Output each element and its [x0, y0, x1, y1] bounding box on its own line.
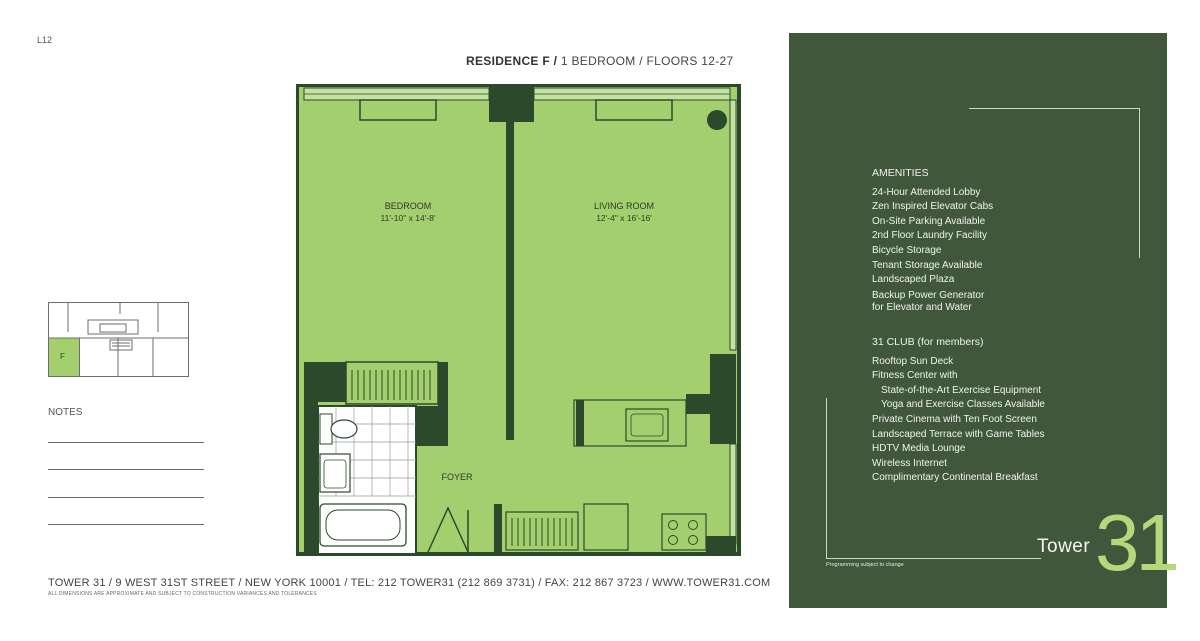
- panel-rule-right: [1139, 108, 1140, 258]
- amenity-item: Landscaped Plaza: [872, 274, 955, 286]
- bedroom-dimensions: 11'-10" x 14'-8': [380, 213, 436, 223]
- panel-rule-left: [826, 398, 827, 558]
- key-plan: [48, 302, 190, 378]
- note-line: [48, 442, 204, 443]
- club-item: Complimentary Continental Breakfast: [872, 472, 1038, 484]
- club-heading: 31 CLUB (for members): [872, 336, 984, 348]
- amenity-item: Bicycle Storage: [872, 244, 942, 256]
- panel-rule-bottom: [826, 558, 1041, 559]
- amenity-item: for Elevator and Water: [872, 301, 972, 313]
- amenity-item: Zen Inspired Elevator Cabs: [872, 201, 994, 213]
- club-section: [872, 335, 1045, 486]
- tower-logo-word: Tower: [1037, 536, 1091, 557]
- footer-disclaimer: ALL DIMENSIONS ARE APPROXIMATE AND SUBJECT TO CONSTRUCTION VARIANCES AND TOLERANCES: [48, 591, 317, 597]
- club-item: Fitness Center with: [872, 370, 958, 382]
- amenity-item: Backup Power Generator: [872, 289, 985, 301]
- residence-detail: 1 BEDROOM / FLOORS 12-27: [557, 54, 734, 68]
- amenity-item: 2nd Floor Laundry Facility: [872, 230, 988, 242]
- note-line: [48, 497, 204, 498]
- page-code: L12: [37, 35, 53, 45]
- club-item: Private Cinema with Ten Foot Screen: [872, 413, 1037, 425]
- programming-note: Programming subject to change: [826, 562, 904, 568]
- bedroom-label: BEDROOM: [384, 201, 432, 211]
- amenity-item: Tenant Storage Available: [872, 259, 983, 271]
- floor-plan: [296, 84, 741, 556]
- notes-label: NOTES: [48, 407, 83, 418]
- residence-name: RESIDENCE F /: [466, 54, 558, 68]
- amenity-item: On-Site Parking Available: [872, 215, 986, 227]
- club-item: State-of-the-Art Exercise Equipment: [881, 384, 1042, 396]
- amenities-panel: [789, 33, 1176, 608]
- club-item: Landscaped Terrace with Game Tables: [872, 428, 1045, 440]
- note-line: [48, 524, 204, 525]
- footer-address: TOWER 31 / 9 WEST 31ST STREET / NEW YORK 10001 / TEL: 212 TOWER31 (212 869 3731) / FAX: 212 867 3723 / WWW.TOWER31.COM: [48, 577, 771, 589]
- club-item: HDTV Media Lounge: [872, 443, 966, 455]
- club-item: Yoga and Exercise Classes Available: [881, 399, 1045, 411]
- residence-title: [466, 54, 733, 68]
- club-item: Rooftop Sun Deck: [872, 355, 954, 367]
- note-line: [48, 469, 204, 470]
- amenities-heading: AMENITIES: [872, 167, 929, 179]
- tower-logo-number: 31: [1095, 498, 1176, 587]
- key-plan-unit-label: F: [60, 352, 65, 361]
- club-item: Wireless Internet: [872, 457, 948, 469]
- foyer-label: FOYER: [441, 472, 473, 482]
- living-room-label: LIVING ROOM: [593, 201, 655, 211]
- living-room-dimensions: 12'-4" x 16'-16': [596, 213, 652, 223]
- panel-rule-top: [969, 108, 1139, 109]
- amenity-item: 24-Hour Attended Lobby: [872, 186, 981, 198]
- amenities-section: [872, 166, 993, 314]
